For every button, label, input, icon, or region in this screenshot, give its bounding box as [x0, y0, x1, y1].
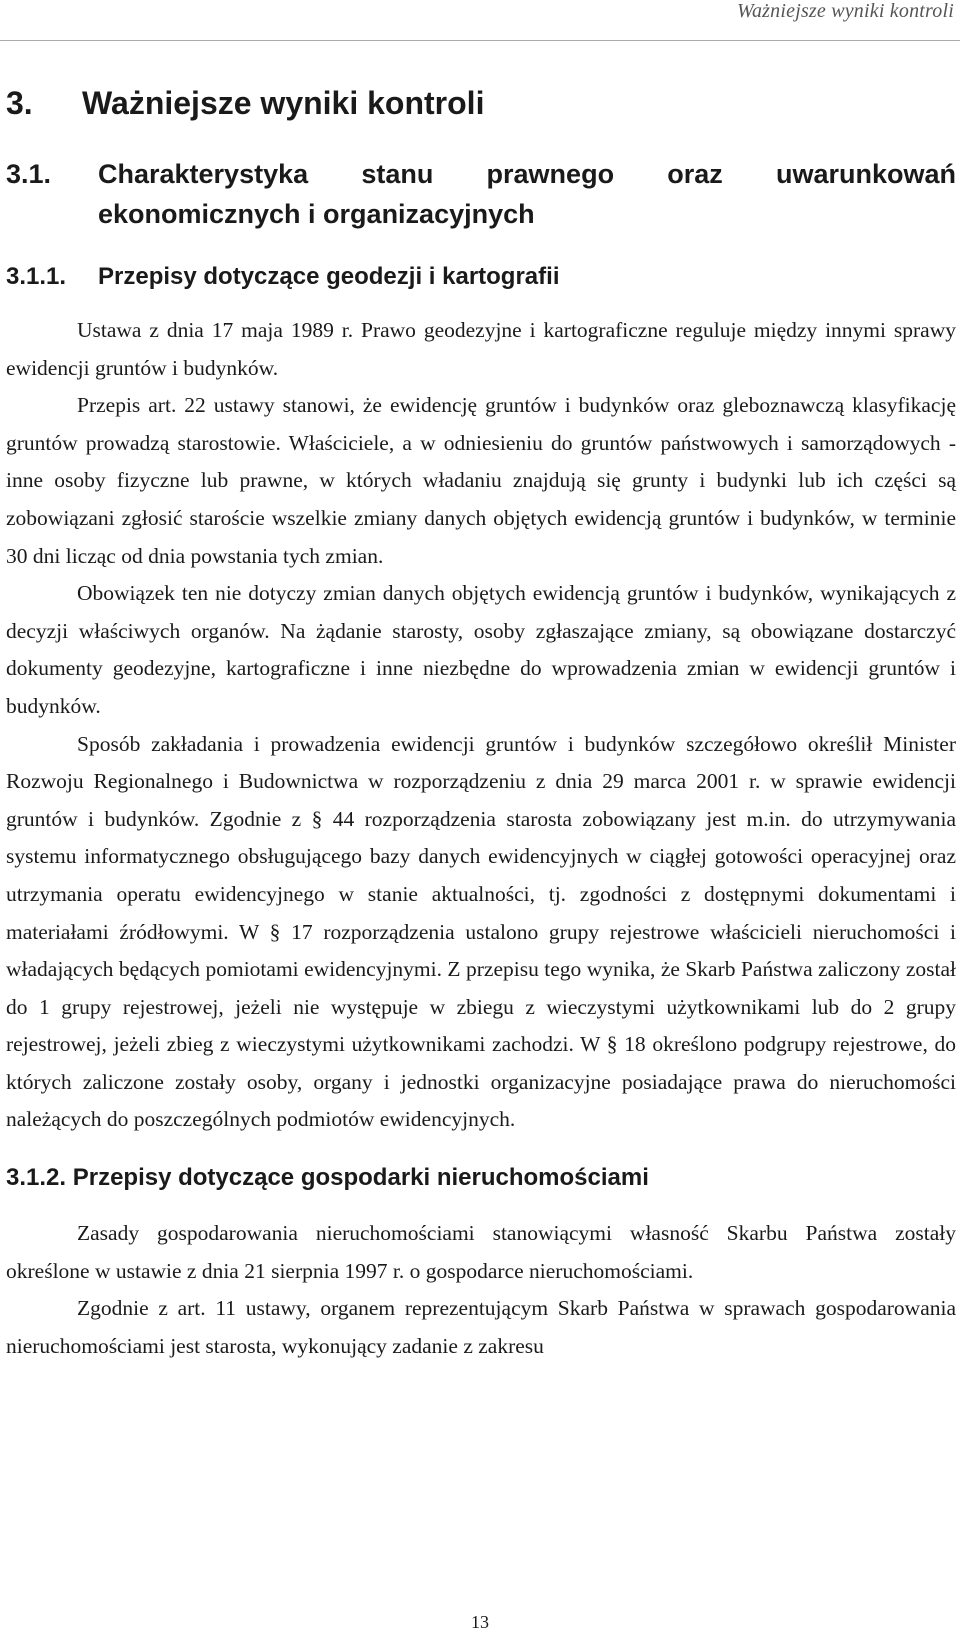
subsubsection-heading-2: 3.1.2. Przepisy dotyczące gospodarki nieruchomościami	[6, 1164, 649, 1192]
paragraph: Sposób zakładania i prowadzenia ewidencji gruntów i budynków szczegółowo określił Minister Rozwoju Regionalnego i Budownictwa w rozporządzeniu z dnia 29 marca 2001 r. w sprawie ewidencji gruntów i budynków. Zgodnie z § 44 rozporządzenia starosta zobowiązany jest m.in. do utrzymywania systemu informatycznego obsługującego bazy danych ewidencyjnych w ciągłej gotowości operacyjnej oraz utrzymania operatu ewidencyjnego w stanie aktualności, tj. zgodności z dostępnymi dokumentami i materiałami źródłowymi. W § 17 rozporządzenia ustalono grupy rejestrowe właścicieli nieruchomości i władających będących pomiotami ewidencyjnymi. Z przepisu tego wynika, że Skarb Państwa zaliczony został do 1 grupy rejestrowej, jeżeli nie występuje w zbiegu z wieczystymi użytkownikami lub do 2 grupy rejestrowej, jeżeli zbieg z wieczystymi użytkownikami zachodzi. W § 18 określono podgrupy rejestrowe, do których zaliczone zostały osoby, organy i jednostki organizacyjne posiadające prawa do nieruchomości należących do poszczególnych podmiotów ewidencyjnych.	[6, 731, 956, 1132]
paragraph: Przepis art. 22 ustawy stanowi, że ewidencję gruntów i budynków oraz gleboznawczą klasyfikację gruntów prowadzą starostowie. Właściciele, a w odniesieniu do gruntów państwowych i samorządowych - inne osoby fizyczne lub prawne, w których władaniu znajdują się grunty i budynki lub ich części są zobowiązani zgłosić staroście wszelkie zmiany danych objętych ewidencją gruntów i budynków, w terminie 30 dni licząc od dnia powstania tych zmian.	[6, 393, 956, 568]
page-number: 13	[471, 1612, 489, 1632]
subsection-number: 3.1.	[6, 159, 52, 189]
subsubsection-title: Przepisy dotyczące geodezji i kartografii	[98, 263, 560, 290]
paragraph: Ustawa z dnia 17 maja 1989 r. Prawo geodezyjne i kartograficzne reguluje między innymi sprawy ewidencji gruntów i budynków.	[6, 318, 956, 380]
paragraph: Zasady gospodarowania nieruchomościami stanowiącymi własność Skarbu Państwa zostały określone w ustawie z dnia 21 sierpnia 1997 r. o gospodarce nieruchomościami.	[6, 1221, 956, 1283]
paragraph: Obowiązek ten nie dotyczy zmian danych objętych ewidencją gruntów i budynków, wynikających z decyzji właściwych organów. Na żądanie starosty, osoby zgłaszające zmiany, są obowiązane dostarczyć dokumenty geodezyjne, kartograficzne i inne niezbędne do wprowadzenia zmian w ewidencji gruntów i budynków.	[6, 581, 956, 718]
subsection-title: Charakterystyka stanu prawnego oraz uwarunkowań ekonomicznych i organizacyjnych	[98, 159, 956, 229]
subsection-heading	[6, 154, 956, 234]
section-heading	[6, 84, 956, 122]
subsubsection-heading	[6, 260, 956, 294]
paragraph: Zgodnie z art. 11 ustawy, organem reprezentującym Skarb Państwa w sprawach gospodarowania nieruchomościami jest starosta, wykonujący zadanie z zakresu	[6, 1296, 956, 1358]
section-title: Ważniejsze wyniki kontroli	[82, 85, 485, 121]
running-header: Ważniejsze wyniki kontroli	[736, 0, 954, 22]
header-divider	[0, 40, 960, 41]
section-number: 3.	[6, 85, 33, 121]
document-body	[6, 84, 956, 1365]
subsubsection-number: 3.1.1.	[6, 263, 67, 290]
